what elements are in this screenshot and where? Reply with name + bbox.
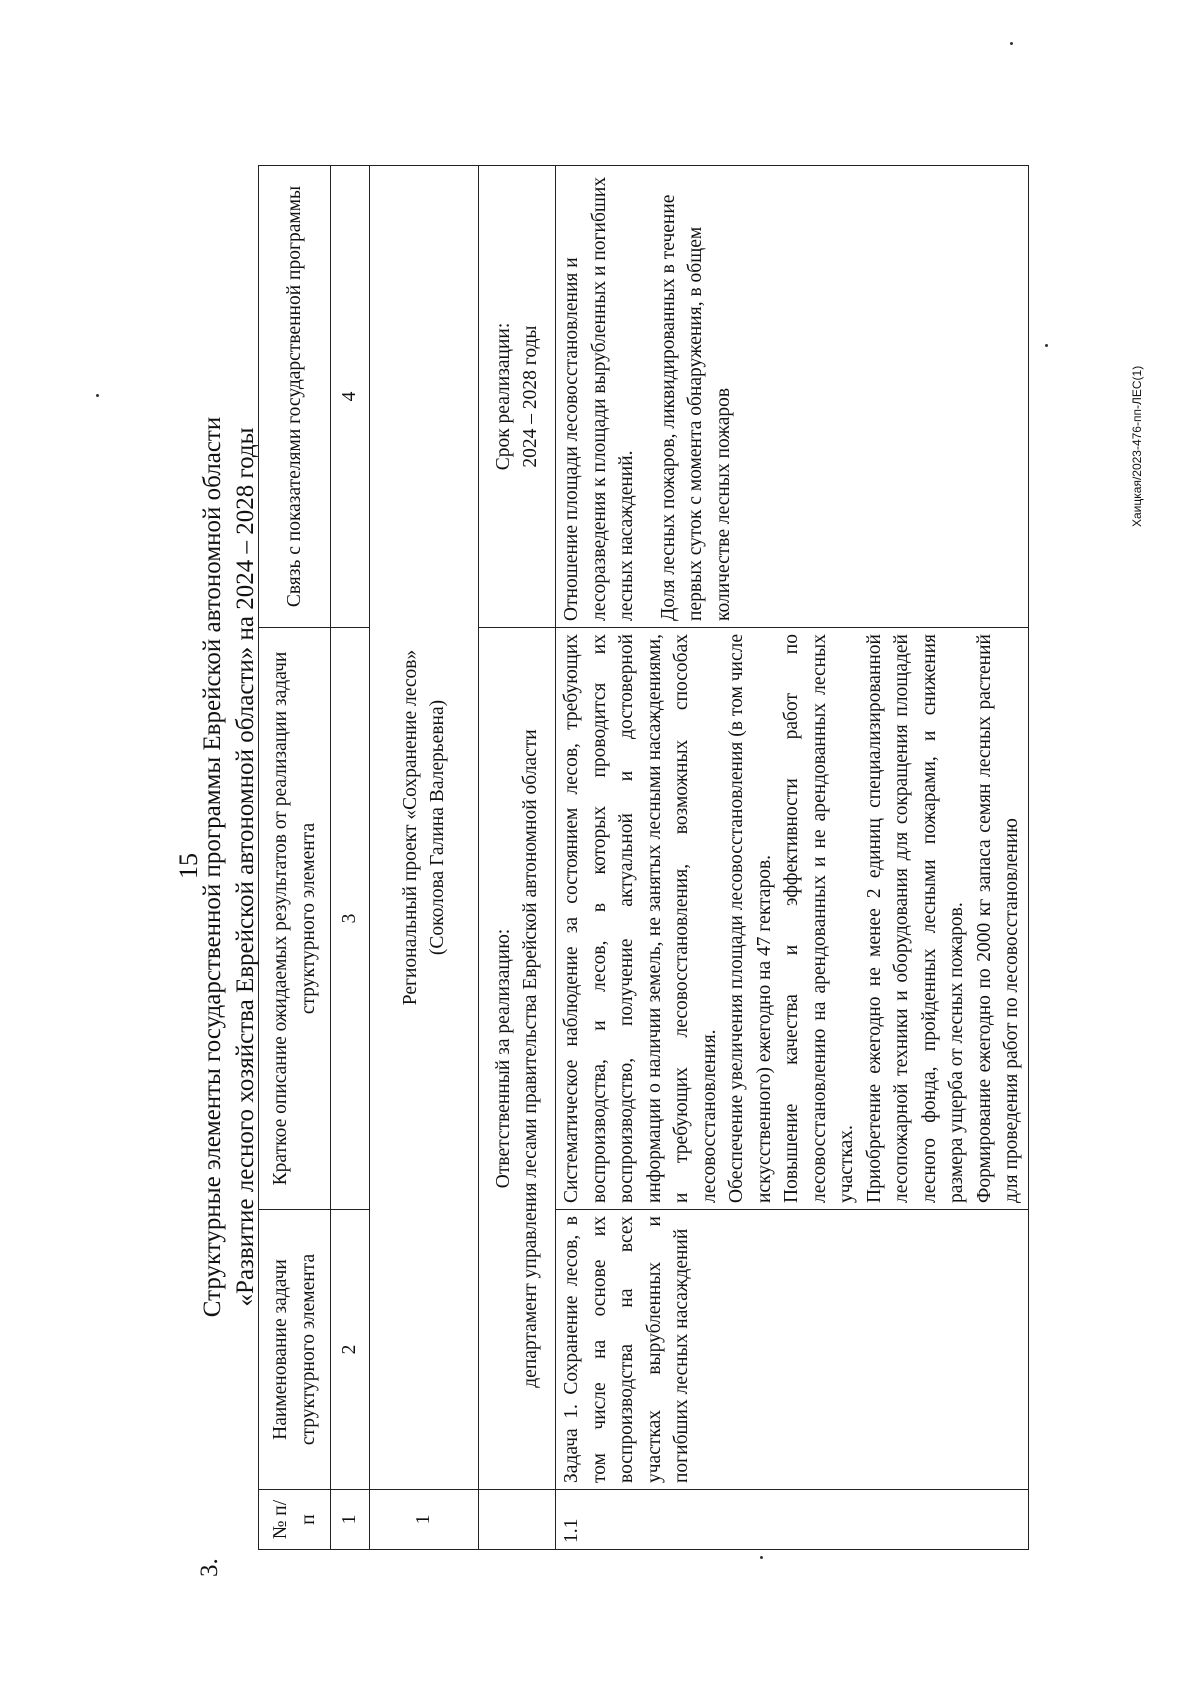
structural-elements-table — [258, 165, 1029, 1550]
header-num: № п/п — [259, 1490, 331, 1550]
period-value: 2024 – 2028 годы — [520, 325, 541, 468]
project-title: Региональный проект «Сохранение лесов» — [399, 649, 421, 1006]
result-item: Обеспечение увеличения площади лесовосстановления (в том числе искусственного) ежегодно на 47 гектаров. — [726, 634, 775, 1203]
col-number: 2 — [331, 1210, 370, 1490]
header-row — [259, 166, 331, 1550]
period-label: Срок реализации: — [492, 322, 514, 471]
col-number: 4 — [331, 166, 370, 628]
header-description: Краткое описание ожидаемых результатов от реализации задачи структурного элемента — [259, 628, 331, 1210]
task-indicators — [556, 166, 1029, 628]
indicator-item: Доля лесных пожаров, ликвидированных в течение первых суток с момента обнаружения, в общем количестве лесных пожаров — [657, 194, 734, 621]
task-results — [556, 628, 1029, 1210]
section-title-line-1: Структурные элементы государственной программы Еврейской автономной области — [199, 416, 226, 1318]
responsible-value: департамент управления лесами правительства Еврейской автономной области — [520, 729, 541, 1388]
project-cell — [370, 166, 479, 1490]
task-name: Задача 1. Сохранение лесов, в том числе на основе их воспроизводства на всех участках вырубленных и погибших лесных насаждений — [556, 1210, 1029, 1490]
scan-speck — [96, 394, 99, 397]
responsible-label: Ответственный за реализацию: — [492, 928, 514, 1189]
period-cell — [479, 166, 556, 628]
page-number: 15 — [174, 853, 203, 879]
project-person: (Соколова Галина Валерьевна) — [427, 699, 448, 956]
header-task-name: Наименование задачи структурного элемента — [259, 1210, 331, 1490]
document-code: Хаицкая/2023-476-пп-ЛЕС(1) — [1130, 365, 1144, 527]
indicator-item: Отношение площади лесовосстановления и лесоразведения к площади вырубленных и погибших лесных насаждений. — [561, 176, 637, 621]
project-row — [370, 166, 479, 1550]
project-num: 1 — [370, 1490, 479, 1550]
task-num: 1.1 — [556, 1490, 1029, 1550]
col-number: 1 — [331, 1490, 370, 1550]
section-title-line-2: «Развитие лесного хозяйства Еврейской автономной области» на 2024 – 2028 годы — [232, 427, 259, 1307]
result-item: Повышение качества и эффективности работ по лесовосстановлению на арендованных и не арендованных лесных участках. — [781, 634, 857, 1203]
responsible-row — [479, 166, 556, 1550]
scan-speck — [1010, 42, 1013, 45]
col-number: 3 — [331, 628, 370, 1210]
header-indicators: Связь с показателями государственной программы — [259, 166, 331, 628]
result-item: Формирование ежегодно по 2000 кг запаса семян лесных растений для проведения работ по лесовосстановлению — [973, 634, 1022, 1203]
column-numbers-row — [331, 166, 370, 1550]
scan-speck — [1045, 344, 1048, 347]
task-row — [556, 166, 1029, 1550]
result-item: Приобретение ежегодно не менее 2 единиц специализированной лесопожарной техники и оборудования для сокращения площадей лесного фонда, пройденных лесными пожарами, и снижения размера ущерба от лесных пожаров. — [863, 634, 967, 1203]
responsible-num-empty — [479, 1490, 556, 1550]
scan-speck — [760, 1556, 763, 1559]
responsible-cell — [479, 628, 556, 1490]
section-title — [196, 177, 262, 1557]
section-number: 3. — [196, 1558, 223, 1577]
result-item: Систематическое наблюдение за состоянием лесов, требующих воспроизводства, и лесов, в которых проводится их воспроизводство, получение актуальной и достоверной информации о наличии земель, не занятых лесными насаждениями, и требующих лесовосстановления, возможных способах лесовосстановления. — [561, 634, 720, 1203]
indicator-gap — [641, 172, 655, 621]
